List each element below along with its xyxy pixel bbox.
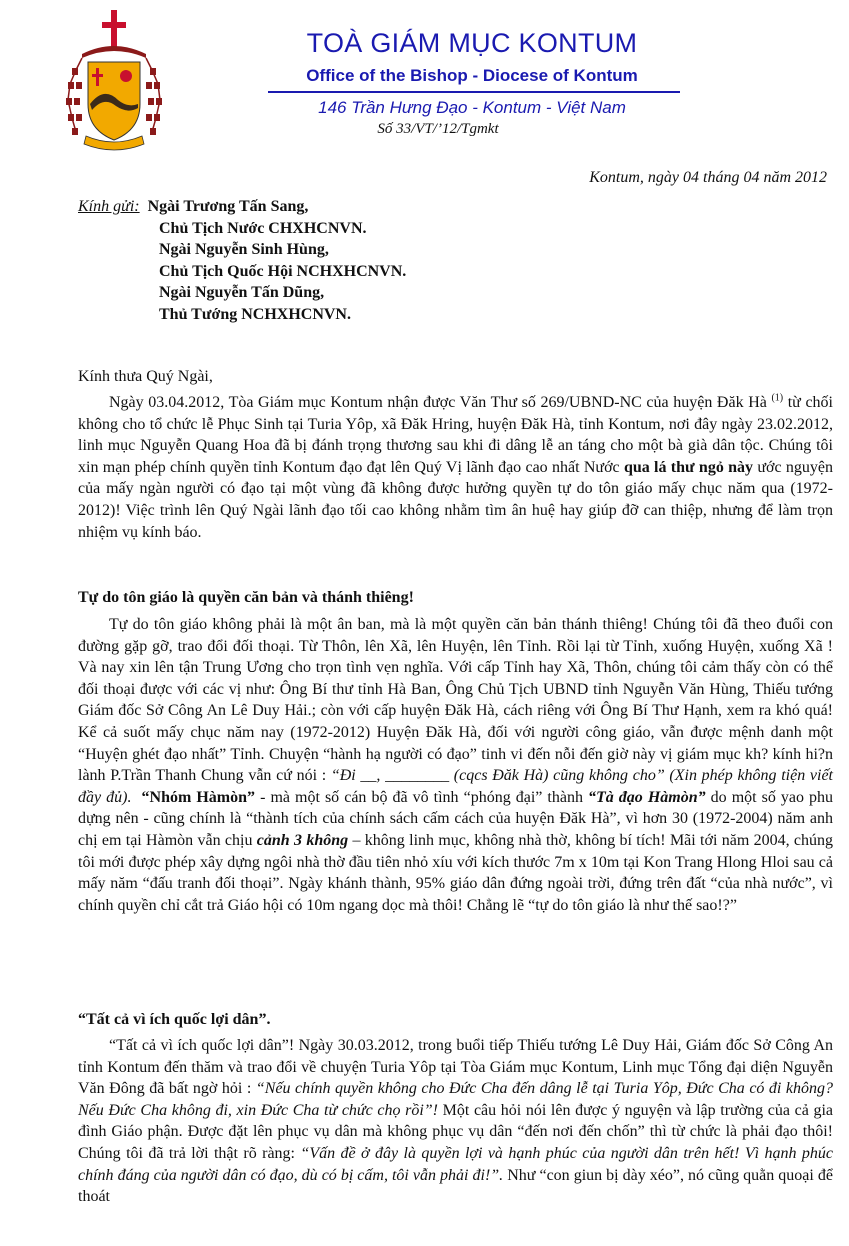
text-run-italic: “Đi __, ________ (cqcs Đăk Hà) cũng không cho” (Xin phép không tiện viết đầy đủ). <box>78 767 834 806</box>
text-run-italic: “Vấn đề ở đây là quyền lợi và hạnh phúc của người dân trên hết! Vì hạnh phúc chính đáng của người dân có đạo, dù có bị cấm, tôi vẫn phải đi!”. <box>78 1144 833 1184</box>
section-heading-national-interest: “Tất cả vì ích quốc lợi dân”. <box>78 1011 271 1028</box>
footnote-marker: (1) <box>771 392 784 404</box>
text-run-bold-italic: “Tà đạo Hàmòn” <box>588 788 706 806</box>
letter-date: Kontum, ngày 04 tháng 04 năm 2012 <box>589 169 827 186</box>
document-reference-number: Số 33/VT/’12/Tgmkt <box>377 121 499 137</box>
text-run: Tự do tôn giáo không phải là một ân ban, mà là một quyền căn bản thánh thiêng! Chúng tôi đã theo đuổi con đường gặp gỡ, trao đổi đối thoại. Từ Thôn, lên Xã, lên Huyện, lên Tỉnh. Rồi lại từ Tỉnh, xuống Huyện, xuống Xã ! Và nay xin lên tận Trung Ương cho trọn tình vẹn nghĩa. Với cấp Tỉnh hay Xã, Thôn, chúng tôi cảm thấy còn có thể đối thoại được với các vị như: Ông Bí thư tỉnh Hà Ban, Ông Chủ Tịch UBND tỉnh Nguyễn Văn Hùng, Thiếu tướng Giám đốc Sở Công An Lê Duy Hải.; còn với cấp huyện Đăk Hà, cách riêng với Ông Bí Thư Hạnh, xem ra khó quá! Kể cả suốt mấy chục năm nay (1972-2012) Huyện Đăk Hà, đối với người công giáo, vẫn được mệnh danh một “Huyện ghét đạo nhất” Tỉnh. Chuyện “hành hạ người có đạo” tinh vi đến nỗi đến giờ này vị giám mục kh? kính hi?n lành P.Trần Thanh Chung vẫn cứ nói : <box>78 616 833 785</box>
paragraph-intro <box>78 392 833 543</box>
text-run: do một số yao phu dựng nên - cũng chính là “thành tích của chính sách cấm cách của huyện Đăk Hà”, vì hơn 30 (1972-2004) năm anh chị em tại Hàmòn vẫn chịu <box>78 788 834 849</box>
text-run-bold-italic: cảnh 3 không <box>256 831 349 849</box>
text-run: - mà một số cán bộ đã vô tình “phóng đại” thành <box>255 788 588 806</box>
text-run: Ngày 03.04.2012, Tòa Giám mục Kontum nhận được Văn Thư số 269/UBND-NC của huyện Đăk Hà <box>109 394 767 411</box>
recipients-block <box>78 196 406 325</box>
recipients-label: Kính gửi: <box>78 198 140 215</box>
text-run: – không linh mục, không nhà thờ, không bí tích! Mãi tới năm 2004, chúng tôi mới được phép xây dựng ngôi nhà thờ đầu tiên nhỏ xíu với kích thước 7m x 10m tại Kon Trang Hlong Hloi sau cả mấy năm “đấu tranh đối thoại”. Ngày khánh thành, 95% giáo dân đứng ngoài trời, đứng trên đất “của nhà nước”, vì chính quyền chỉ cắt trả Giáo hội có 10m ngang dọc mà thôi! Chẳng lẽ “tự do tôn giáo là như thế sao!?” <box>78 831 834 914</box>
text-run: “Tất cả vì ích quốc lợi dân”! Ngày 30.03.2012, trong buổi tiếp Thiếu tướng Lê Duy Hải, Giám đốc Sở Công An tỉnh Kontum đến thăm và trao đổi về chuyện Turia Yôp tại Tòa Giám mục Kontum, Linh mục Tổng đại diện Nguyễn Văn Đông đã bất ngờ hỏi : <box>78 1037 833 1098</box>
paragraph-national-interest <box>78 1035 833 1208</box>
recipient-line: Thủ Tướng NCHXHCNVN. <box>159 305 351 323</box>
text-run-bold: qua lá thư ngỏ này <box>623 458 754 476</box>
diocese-crest-logo <box>66 8 162 158</box>
letterhead-subtitle: Office of the Bishop - Diocese of Kontum <box>306 66 638 85</box>
recipient-line: Ngài Nguyễn Tấn Dũng, <box>159 284 325 301</box>
text-run-italic: “Nếu chính quyền không cho Đức Cha đến dâng lễ tại Turia Yôp, Đức Cha có đi không? Nếu Đức Cha không đi, xin Đức Cha từ chức chọ rồi”! <box>78 1080 833 1119</box>
text-run: từ chối không cho tổ chức lễ Phục Sinh tại Turia Yôp, xã Đăk Hring, huyện Đăk Hà, tỉnh Kontum, nơi đây ngày 23.02.2012, linh mục Nguyễn Quang Hoa đã bị đánh trọng thương sau khi đi dâng lễ an táng cho một bà già dân tộc. Chúng tôi xin mạn phép chính quyền tỉnh Kontum đạo đạt lên Quý Vị lãnh đạo cao nhất Nước <box>78 394 833 476</box>
letterhead-divider <box>268 91 680 93</box>
salutation: Kính thưa Quý Ngài, <box>78 368 213 385</box>
letterhead-title: TOÀ GIÁM MỤC KONTUM <box>306 28 638 58</box>
text-run-bold: “Nhóm Hàmòn” <box>141 788 256 806</box>
recipient-line: Chủ Tịch Nước CHXHCNVN. <box>159 219 367 237</box>
recipient-line: Ngài Trương Tấn Sang, <box>147 198 309 215</box>
recipient-line: Ngài Nguyễn Sinh Hùng, <box>159 241 329 258</box>
letterhead-address: 146 Trần Hưng Đạo - Kontum - Việt Nam <box>318 98 626 117</box>
paragraph-religious-freedom <box>78 614 833 916</box>
text-run: Một câu hỏi nói lên được ý nguyện và lập trường của cả gia đình Giáo phận. Được đặt lên phục vụ dân mà không phục vụ dân “đến nơi đến chốn” thì từ chức là phải đạo thôi! Chúng tôi đã trả lời thật rõ ràng: <box>78 1101 834 1162</box>
text-run: Như “con giun bị dày xéo”, nó cũng quằn quoại để thoát <box>78 1166 833 1206</box>
recipient-line: Chủ Tịch Quốc Hội NCHXHCNVN. <box>159 262 407 280</box>
section-heading-religious-freedom: Tự do tôn giáo là quyền căn bản và thánh thiêng! <box>78 589 414 606</box>
text-run: ước nguyện của mấy ngàn người có đạo tại một vùng đã không được hưởng quyền tự do tôn giáo mấy chục năm qua (1972-2012)! Việc trình lên Quý Ngài lãnh đạo tối cao không nhằm tìm ân huệ hay giúp đỡ can thiệp, nhưng để làm trọn nhiệm vụ kính báo. <box>78 458 833 541</box>
